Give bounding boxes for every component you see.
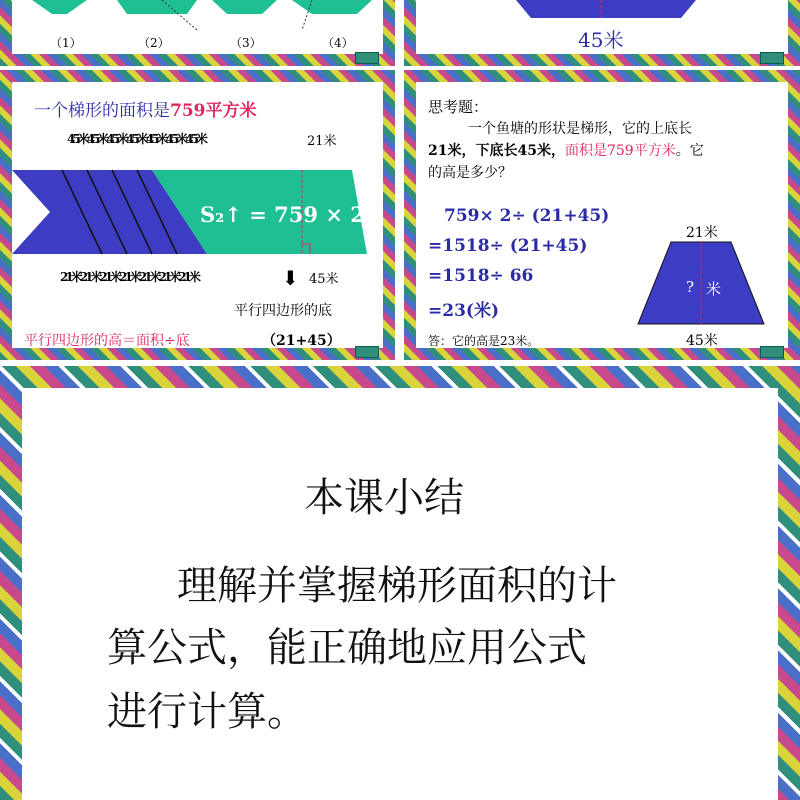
problem-line-1: 一个鱼塘的形状是梯形，它的上底长 — [468, 121, 692, 137]
height-question-mark: ? — [686, 278, 695, 296]
shape-2 — [117, 0, 197, 14]
area-value: 759平方米 — [170, 101, 257, 121]
sum-note: （21+45） — [262, 333, 341, 348]
slide-1 — [0, 0, 395, 66]
slide-1-label-2: （2） — [138, 36, 170, 50]
problem-line-2: 21米，下底长45米，面积是759平方米。它 — [428, 143, 704, 159]
slide-3-title: 一个梯形的面积是759平方米 — [34, 101, 257, 121]
slide-4 — [404, 70, 800, 360]
trapezoid-bottom-label: 45米 — [686, 333, 718, 348]
solution-step-2: =1518÷ (21+45) — [428, 236, 588, 256]
slide-1-shapes — [12, 0, 383, 30]
bottom-right-label: 45米 — [309, 272, 339, 287]
summary-line-2: 算公式，能正确地应用公式 — [107, 625, 587, 671]
problem-line-3: 的高是多少？ — [428, 165, 512, 181]
slide-1-label-1: （1） — [50, 36, 82, 50]
answer-text: 答：它的高是23米。 — [428, 334, 540, 348]
shape-3 — [212, 0, 277, 14]
down-arrow-icon: ⬇ — [282, 266, 299, 290]
slide-1-label-3: （3） — [230, 36, 262, 50]
solution-step-3: =1518÷ 66 — [428, 266, 534, 286]
slide-2-bottom-label: 45米 — [578, 28, 624, 52]
height-unit: 米 — [706, 280, 722, 298]
solution-step-4: =23(米) — [428, 301, 499, 321]
pond-trapezoid — [626, 240, 776, 330]
question-heading: 思考题： — [428, 98, 489, 116]
height-note: 平行四边形的高＝面积÷底 — [24, 333, 190, 348]
slide-5 — [0, 366, 800, 800]
summary-line-1: 理解并掌握梯形面积的计 — [177, 563, 617, 609]
shape-4 — [292, 0, 372, 14]
solution-step-1: 759× 2÷ (21+45) — [444, 206, 610, 226]
trapezoid-top-label: 21米 — [686, 225, 718, 241]
next-slide-button[interactable] — [760, 52, 784, 64]
summary-title: 本课小结 — [304, 475, 464, 521]
area-formula: S₂↑ = 759 × 2 — [200, 202, 365, 227]
slide-3 — [0, 70, 395, 360]
slide-2 — [404, 0, 800, 66]
slide-1-label-4: （4） — [322, 36, 354, 50]
top-right-label: 21米 — [307, 134, 337, 149]
next-slide-button[interactable] — [355, 52, 379, 64]
shape-1 — [32, 0, 87, 14]
bottom-repeated-label: 21米21米21米21米21米21米21米 — [60, 270, 198, 284]
next-slide-button[interactable] — [760, 346, 784, 358]
summary-line-3: 进行计算。 — [107, 689, 307, 735]
top-repeated-label: 45米45米45米45米45米45米45米 — [67, 132, 205, 146]
next-slide-button[interactable] — [355, 346, 379, 358]
base-note: 平行四边形的底 — [234, 303, 332, 319]
